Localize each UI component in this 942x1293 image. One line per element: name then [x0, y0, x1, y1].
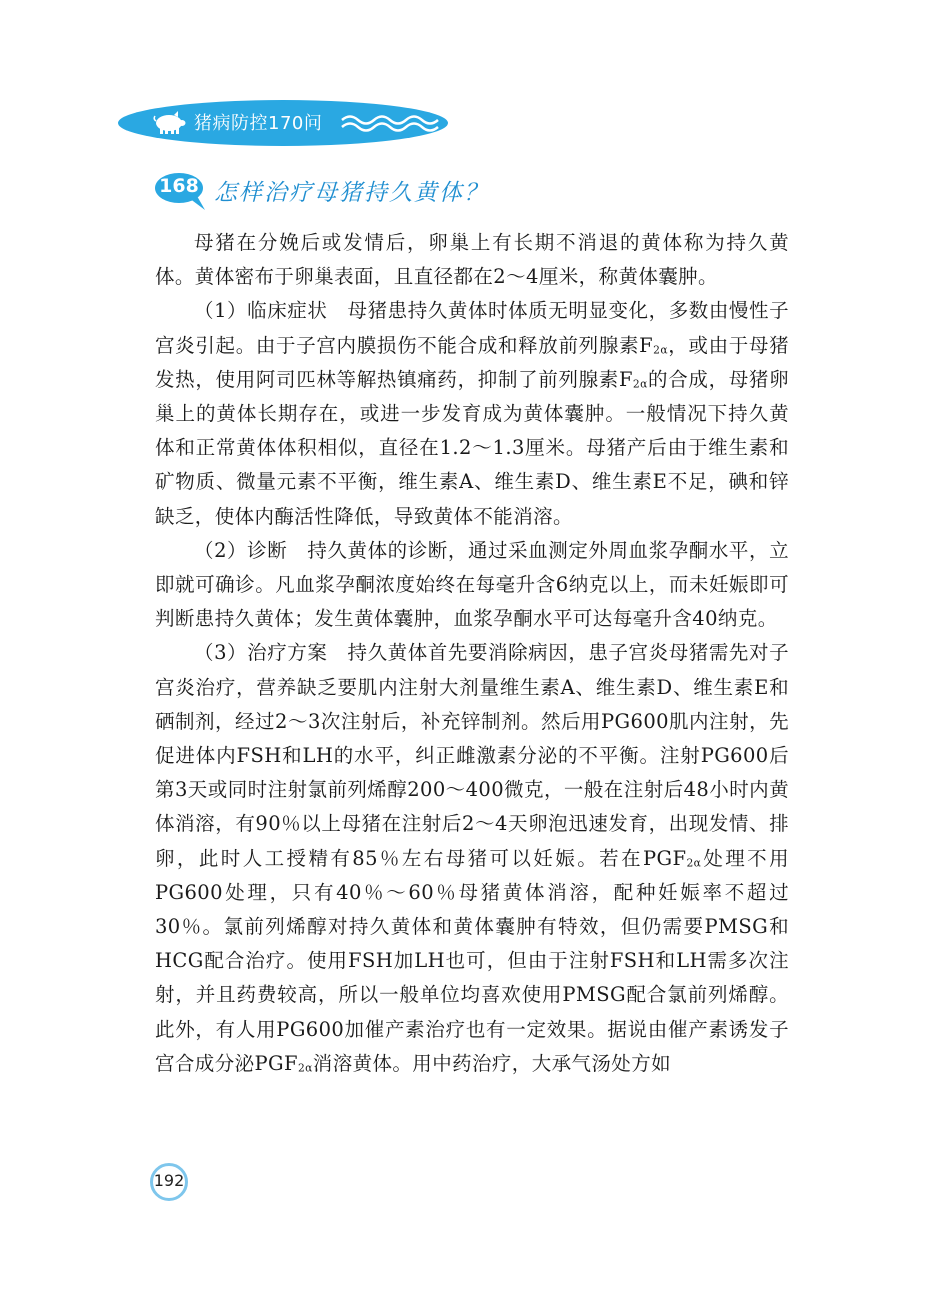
text-run: 处理不用PG600处理，只有40％～60％母猪黄体消溶，配种妊娠率不超过30％。氯前列烯醇对持久黄体和黄体囊肿有特效，但仍需要PMSG和HCG配合治疗。使用FSH加LH也可，但由于注射FSH和LH需多次注射，并且药费较高，所以一般单位均喜欢使用PMSG配合氯前列烯醇。此外，有人用PG600加催产素治疗也有一定效果。据说由催产素诱发子宫合成分泌PGF [155, 846, 789, 1075]
text-run: ，或由于母猪发热，使用阿司匹林等解热镇痛药，抑制了前列腺素F [155, 333, 789, 391]
text-run: 的合成，母猪卵巢上的黄体长期存在，或进一步发育成为黄体囊肿。一般情况下持久黄体和正常黄体体积相似，直径在1.2～1.3厘米。母猪产后由于维生素和矿物质、微量元素不平衡，维生素A、维生素D、维生素E不足，碘和锌缺乏，使体内酶活性降低，导致黄体不能消溶。 [155, 367, 789, 528]
paragraph-diagnosis: （2）诊断 持久黄体的诊断，通过采血测定外周血浆孕酮水平，立即就可确诊。凡血浆孕酮浓度始终在每毫升含6纳克以上，而未妊娠即可判断患持久黄体；发生黄体囊肿，血浆孕酮水平可达每毫升含40纳克。 [155, 538, 789, 631]
paragraph-intro: 母猪在分娩后或发情后，卵巢上有长期不消退的黄体称为持久黄体。黄体密布于卵巢表面，且直径都在2～4厘米，称黄体囊肿。 [155, 231, 789, 289]
question-title: 怎样治疗母猪持久黄体？ [214, 180, 489, 206]
text-run: 消溶黄体。用中药治疗，大承气汤处方如 [312, 1051, 671, 1075]
text-run: （3）治疗方案 持久黄体首先要消除病因，患子宫炎母猪需先对子宫炎治疗，营养缺乏要肌内注射大剂量维生素A、维生素D、维生素E和硒制剂，经过2～3次注射后，补充锌制剂。然后用PG600肌内注射，先促进体内FSH和LH的水平，纠正雌激素分泌的不平衡。注射PG600后第3天或同时注射氯前列烯醇200～400微克，一般在注射后48小时内黄体消溶，有90％以上母猪在注射后2～4天卵泡迅速发育，出现发情、排卵，此时人工授精有85％左右母猪可以妊娠。若在PGF [155, 641, 789, 870]
body-text [155, 226, 789, 1081]
pig-icon [152, 110, 186, 136]
wave-icon [340, 112, 440, 134]
paragraph-treatment [155, 636, 789, 1081]
subscript: 2α [686, 856, 702, 870]
page-number-badge [150, 1163, 188, 1201]
subscript: 2α [297, 1061, 313, 1075]
page-number: 192 [153, 1171, 185, 1190]
question-number: 168 [159, 175, 199, 197]
text-run: （1）临床症状 母猪患持久黄体时体质无明显变化，多数由慢性子宫炎引起。由于子宫内膜损伤不能合成和释放前列腺素F [155, 299, 789, 357]
subscript: 2α [632, 377, 648, 391]
subscript: 2α [653, 343, 668, 357]
running-header-banner [118, 100, 448, 146]
running-title: 猪病防控170问 [194, 113, 323, 134]
paragraph-clinical-symptoms [155, 294, 789, 533]
